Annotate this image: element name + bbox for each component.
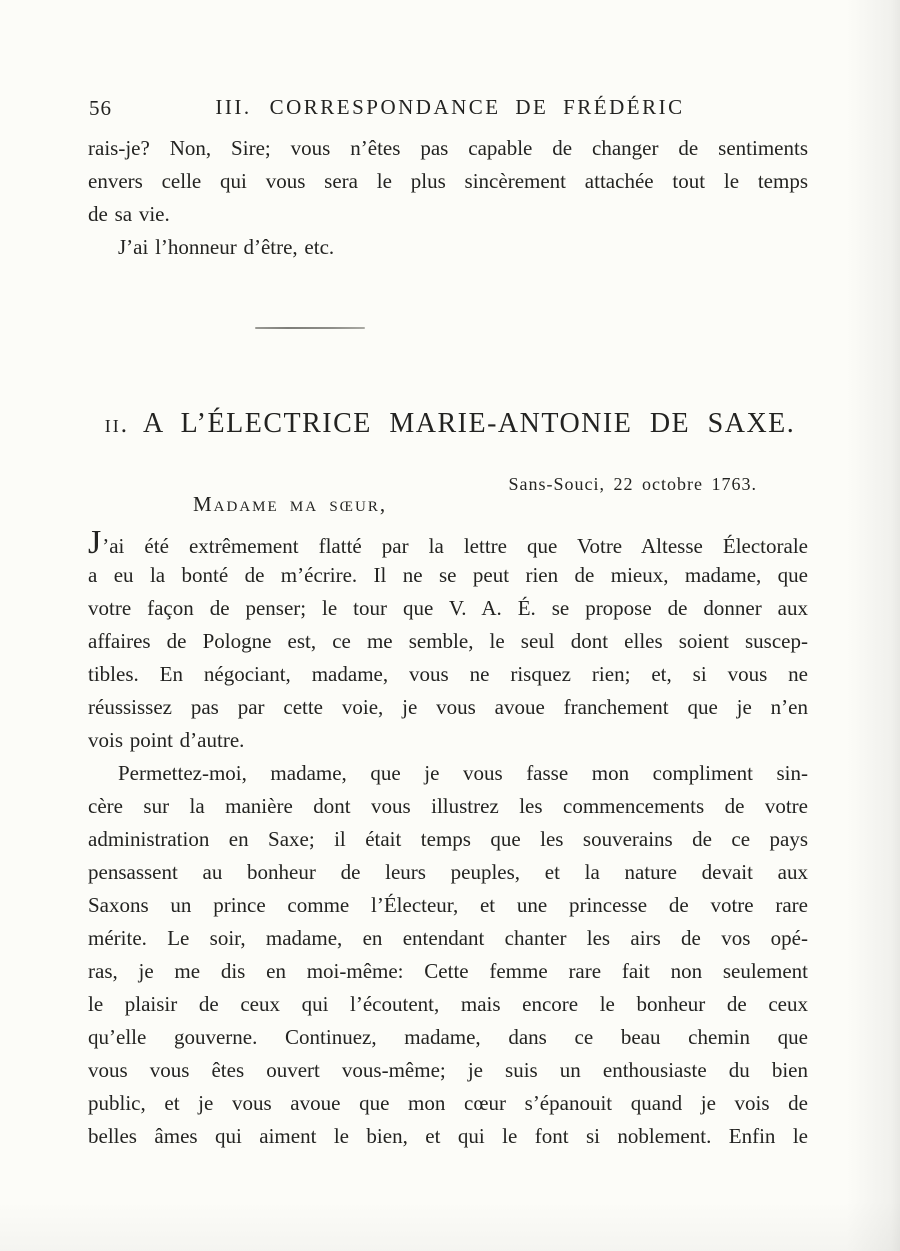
text-line: Permettez-moi, madame, que je vous fasse mon compliment sin-: [118, 761, 808, 785]
text-line: administration en Saxe; il était temps que les souverains de ce pays: [88, 827, 808, 851]
text-line: vous vous êtes ouvert vous-même; je suis un enthousiaste du bien: [88, 1058, 808, 1082]
letter-body: [88, 526, 808, 1153]
text-line: qu’elle gouverne. Continuez, madame, dans ce beau chemin que: [88, 1025, 808, 1049]
text-line: tibles. En négociant, madame, vous ne risquez rien; et, si vous ne: [88, 662, 808, 686]
text-line: envers celle qui vous sera le plus sincèrement attachée tout le temps: [88, 169, 808, 193]
text-line: cère sur la manière dont vous illustrez les commencements de votre: [88, 794, 808, 818]
text-line: réussissez pas par cette voie, je vous avoue franchement que je n’en: [88, 695, 808, 719]
text-line: pensassent au bonheur de leurs peuples, et la nature devait aux: [88, 860, 808, 884]
letter-salutation: Madame ma sœur,: [193, 492, 388, 516]
section-heading: [0, 408, 900, 440]
letter-initial: J: [88, 526, 103, 559]
text-line: rais-je? Non, Sire; vous n’êtes pas capable de changer de sentiments: [88, 136, 808, 160]
chapter-label: III.: [215, 95, 252, 119]
text-line: public, et je vous avoue que mon cœur s’épanouit quand je vois de: [88, 1091, 808, 1115]
text-line: vois point d’autre.: [88, 728, 245, 752]
section-divider: [255, 327, 365, 329]
text-line: votre façon de penser; le tour que V. A. É. se propose de donner aux: [88, 596, 808, 620]
text-line: de sa vie.: [88, 202, 170, 226]
section-number: ii.: [104, 411, 129, 438]
text-line: ras, je me dis en moi-même: Cette femme rare fait non seulement: [88, 959, 808, 983]
page-number: 56: [89, 96, 112, 120]
text-line: a eu la bonté de m’écrire. Il ne se peut rien de mieux, madame, que: [88, 563, 808, 587]
previous-letter-end: [88, 132, 808, 264]
text-line: ’ai été extrêmement flatté par la lettre que Votre Altesse Électorale: [102, 534, 808, 558]
letter-closing-line: J’ai l’honneur d’être, etc.: [118, 235, 335, 259]
running-title: CORRESPONDANCE DE FRÉDÉRIC: [269, 95, 685, 119]
letter-dateline: Sans-Souci, 22 octobre 1763.: [508, 474, 757, 494]
text-line-with-initial: [88, 526, 808, 559]
text-line: le plaisir de ceux qui l’écoutent, mais encore le bonheur de ceux: [88, 992, 808, 1016]
running-head: [0, 95, 900, 120]
text-line: Saxons un prince comme l’Électeur, et une princesse de votre rare: [88, 893, 808, 917]
section-title: A L’ÉLECTRICE MARIE-ANTONIE DE SAXE.: [142, 408, 796, 439]
text-line: affaires de Pologne est, ce me semble, le seul dont elles soient suscep-: [88, 629, 808, 653]
text-line: belles âmes qui aiment le bien, et qui le font si noblement. Enfin le: [88, 1124, 808, 1148]
text-line: mérite. Le soir, madame, en entendant chanter les airs de vos opé-: [88, 926, 808, 950]
